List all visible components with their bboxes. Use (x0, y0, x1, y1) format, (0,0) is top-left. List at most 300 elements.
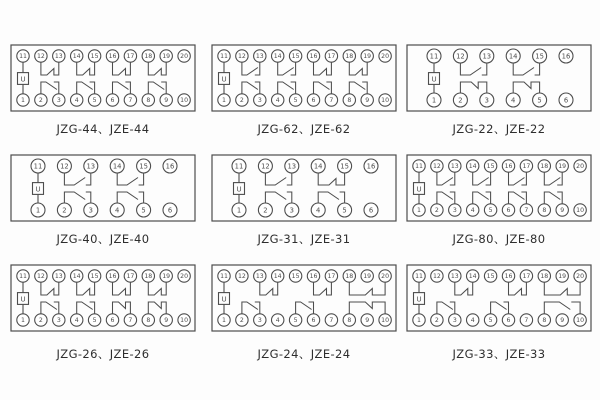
svg-text:6: 6 (110, 97, 115, 105)
terminal-5 (289, 94, 301, 106)
svg-text:U: U (20, 75, 26, 84)
terminal-18 (142, 50, 154, 62)
terminal-4 (71, 314, 83, 326)
svg-text:12: 12 (432, 163, 441, 171)
svg-text:1: 1 (236, 206, 242, 215)
terminal-2 (57, 203, 71, 217)
svg-text:19: 19 (363, 53, 372, 61)
terminal-1 (413, 314, 425, 326)
svg-text:13: 13 (54, 273, 63, 281)
diagram-label: JZG-80、JZE-80 (452, 232, 546, 246)
terminal-14 (311, 159, 325, 173)
svg-text:16: 16 (309, 53, 318, 61)
svg-text:19: 19 (363, 273, 372, 281)
terminal-9 (160, 314, 172, 326)
terminal-11 (413, 160, 425, 172)
terminal-18 (142, 270, 154, 282)
terminal-1 (427, 93, 441, 107)
svg-text:2: 2 (239, 97, 244, 105)
contact-18-20-NC (544, 282, 580, 295)
terminal-7 (325, 94, 337, 106)
diagram-label: JZG-24、JZE-24 (257, 347, 351, 361)
svg-text:1: 1 (417, 207, 421, 215)
terminal-14 (110, 159, 124, 173)
terminal-10 (178, 94, 190, 106)
svg-text:2: 2 (458, 96, 463, 105)
terminal-13 (84, 159, 98, 173)
terminal-11 (218, 270, 230, 282)
svg-text:6: 6 (563, 96, 569, 105)
relay-diagram-cell-jzg40 (8, 154, 198, 247)
relay-terminal-diagram (211, 44, 397, 112)
svg-text:14: 14 (313, 162, 323, 171)
contact-8-9-NO (544, 192, 562, 204)
svg-text:5: 5 (537, 96, 542, 105)
diagram-label: JZG-31、JZE-31 (257, 232, 351, 246)
svg-text:7: 7 (524, 207, 529, 215)
terminal-14 (467, 270, 479, 282)
contact-16-17-NC (113, 62, 131, 75)
svg-text:20: 20 (576, 163, 585, 171)
terminal-16 (307, 270, 319, 282)
terminal-1 (413, 204, 425, 216)
terminal-14 (506, 49, 520, 63)
svg-text:4: 4 (74, 317, 79, 325)
svg-text:1: 1 (35, 206, 41, 215)
terminal-15 (88, 50, 100, 62)
svg-text:12: 12 (36, 53, 45, 61)
svg-text:7: 7 (128, 317, 133, 325)
svg-text:5: 5 (293, 317, 298, 325)
svg-text:3: 3 (88, 206, 93, 215)
terminal-16 (307, 50, 319, 62)
contact-2-3-NO (41, 302, 59, 314)
terminal-12 (453, 49, 467, 63)
terminal-10 (379, 94, 391, 106)
terminal-1 (17, 314, 29, 326)
svg-text:17: 17 (126, 53, 135, 61)
terminal-5 (289, 314, 301, 326)
terminal-15 (289, 270, 301, 282)
svg-text:12: 12 (60, 162, 69, 171)
relay-terminal-diagram (10, 264, 196, 332)
terminal-16 (106, 50, 118, 62)
contact-2-3-NO (41, 82, 59, 94)
relay-diagram-cell-jzg26 (8, 264, 198, 362)
svg-text:1: 1 (417, 317, 421, 325)
terminal-8 (538, 204, 550, 216)
svg-text:10: 10 (576, 317, 585, 325)
svg-text:5: 5 (342, 206, 347, 215)
svg-text:U: U (20, 295, 26, 304)
terminal-15 (484, 160, 496, 172)
terminal-1 (232, 203, 246, 217)
terminal-8 (538, 314, 550, 326)
coil-u-box (414, 282, 425, 314)
terminal-3 (254, 314, 266, 326)
svg-text:U: U (236, 185, 242, 194)
terminal-13 (449, 160, 461, 172)
terminal-13 (449, 270, 461, 282)
terminal-13 (53, 50, 65, 62)
contact-16-17-NO (509, 172, 527, 185)
terminal-13 (480, 49, 494, 63)
terminal-12 (431, 270, 443, 282)
terminal-18 (343, 270, 355, 282)
svg-text:17: 17 (327, 53, 336, 61)
svg-text:7: 7 (128, 97, 133, 105)
contact-8-9-NC (148, 302, 166, 314)
contact-8-10-NO (544, 302, 580, 314)
relay-terminal-diagram (10, 44, 196, 112)
svg-text:12: 12 (237, 53, 246, 61)
contact-5-6-NO (296, 302, 314, 314)
contact-8-10-NC (349, 302, 385, 314)
svg-text:14: 14 (468, 273, 477, 281)
terminal-20 (178, 50, 190, 62)
svg-text:15: 15 (486, 163, 495, 171)
terminal-11 (31, 159, 45, 173)
terminal-17 (325, 270, 337, 282)
svg-text:12: 12 (456, 52, 465, 61)
terminal-2 (236, 94, 248, 106)
svg-text:3: 3 (257, 97, 262, 105)
terminal-15 (484, 270, 496, 282)
terminal-14 (71, 50, 83, 62)
svg-text:1: 1 (431, 96, 437, 105)
terminal-17 (124, 50, 136, 62)
svg-text:17: 17 (327, 273, 336, 281)
terminal-6 (502, 204, 514, 216)
svg-text:20: 20 (180, 273, 189, 281)
relay-diagram-cell-jzg24 (209, 264, 399, 362)
svg-text:20: 20 (180, 53, 189, 61)
svg-text:4: 4 (511, 96, 516, 105)
contact-2-3-NO (64, 192, 90, 203)
contact-12-13-NC (41, 282, 59, 295)
svg-text:10: 10 (180, 97, 189, 105)
terminal-3 (53, 314, 65, 326)
terminal-1 (17, 94, 29, 106)
svg-text:14: 14 (112, 162, 122, 171)
terminal-6 (307, 314, 319, 326)
svg-text:14: 14 (72, 273, 81, 281)
svg-text:2: 2 (434, 317, 439, 325)
svg-text:10: 10 (381, 97, 390, 105)
terminal-9 (556, 314, 568, 326)
svg-text:16: 16 (561, 52, 571, 61)
contact-16-17-NC (113, 282, 131, 295)
contact-8-9-NO (349, 82, 367, 94)
relay-terminal-diagram (211, 154, 397, 222)
terminal-15 (88, 270, 100, 282)
terminal-15 (289, 50, 301, 62)
terminal-19 (361, 50, 373, 62)
terminal-20 (379, 50, 391, 62)
svg-text:14: 14 (273, 273, 282, 281)
svg-text:4: 4 (470, 317, 475, 325)
contact-14-15-NO (513, 63, 539, 75)
terminal-17 (520, 270, 532, 282)
contact-14-15-NC (318, 173, 344, 185)
contact-2-3-NO (437, 302, 455, 314)
svg-text:15: 15 (340, 162, 349, 171)
terminal-16 (163, 159, 177, 173)
svg-text:19: 19 (162, 273, 171, 281)
terminal-4 (71, 94, 83, 106)
svg-text:19: 19 (558, 273, 567, 281)
relay-diagram-cell-jzg31 (209, 154, 399, 247)
relay-diagram-cell-jzg80 (404, 154, 594, 247)
terminal-8 (343, 314, 355, 326)
svg-text:2: 2 (434, 207, 439, 215)
terminal-12 (236, 50, 248, 62)
svg-text:5: 5 (141, 206, 146, 215)
relay-diagram-cell-jzg44 (8, 44, 198, 137)
svg-text:4: 4 (470, 207, 475, 215)
relay-terminal-diagram (406, 44, 592, 112)
contact-14-15-NO (278, 62, 296, 75)
svg-text:U: U (221, 75, 227, 84)
terminal-12 (57, 159, 71, 173)
contact-16-17-NC (509, 282, 527, 295)
svg-text:3: 3 (56, 317, 61, 325)
svg-text:9: 9 (560, 207, 565, 215)
svg-text:3: 3 (452, 317, 457, 325)
terminal-9 (160, 94, 172, 106)
contact-16-17-NC (314, 62, 332, 75)
terminal-3 (449, 204, 461, 216)
svg-text:14: 14 (72, 53, 81, 61)
svg-text:2: 2 (38, 97, 43, 105)
terminal-3 (254, 94, 266, 106)
svg-text:15: 15 (90, 273, 99, 281)
contact-6-7-NO (509, 192, 527, 204)
terminal-8 (142, 94, 154, 106)
svg-text:15: 15 (90, 53, 99, 61)
svg-text:14: 14 (508, 52, 518, 61)
svg-text:U: U (35, 185, 41, 194)
terminal-15 (533, 49, 547, 63)
svg-text:10: 10 (180, 317, 189, 325)
contact-14-15-NO (117, 173, 143, 185)
terminal-4 (110, 203, 124, 217)
terminal-3 (84, 203, 98, 217)
svg-text:4: 4 (316, 206, 321, 215)
contact-12-13-NO (437, 172, 455, 185)
svg-text:13: 13 (482, 52, 492, 61)
svg-text:15: 15 (139, 162, 148, 171)
svg-text:2: 2 (62, 206, 67, 215)
coil-u-box (18, 282, 29, 314)
terminal-11 (232, 159, 246, 173)
terminal-19 (556, 270, 568, 282)
terminal-17 (520, 160, 532, 172)
terminal-16 (502, 160, 514, 172)
contact-2-3-NO (242, 82, 260, 94)
svg-text:5: 5 (92, 97, 97, 105)
diagram-label: JZG-33、JZE-33 (452, 347, 546, 361)
coil-u-box (33, 173, 44, 203)
svg-text:8: 8 (347, 97, 352, 105)
svg-text:9: 9 (560, 317, 565, 325)
terminal-5 (137, 203, 151, 217)
svg-text:6: 6 (110, 317, 115, 325)
terminal-16 (502, 270, 514, 282)
terminal-1 (218, 314, 230, 326)
svg-text:5: 5 (92, 317, 97, 325)
terminal-10 (379, 314, 391, 326)
terminal-4 (467, 204, 479, 216)
terminal-4 (467, 314, 479, 326)
svg-text:18: 18 (345, 273, 354, 281)
terminal-14 (467, 160, 479, 172)
terminal-10 (178, 314, 190, 326)
contact-18-19-NC (148, 282, 166, 295)
svg-text:U: U (431, 75, 437, 84)
svg-text:13: 13 (450, 273, 459, 281)
svg-text:4: 4 (275, 317, 280, 325)
terminal-1 (31, 203, 45, 217)
terminal-6 (364, 203, 378, 217)
contact-4-5-NO (473, 192, 491, 204)
terminal-6 (163, 203, 177, 217)
terminal-6 (502, 314, 514, 326)
terminal-8 (142, 314, 154, 326)
svg-text:19: 19 (162, 53, 171, 61)
contact-12-13-NO (265, 173, 291, 185)
terminal-6 (559, 93, 573, 107)
terminal-7 (124, 94, 136, 106)
svg-text:3: 3 (289, 206, 294, 215)
terminal-16 (559, 49, 573, 63)
terminal-15 (338, 159, 352, 173)
terminal-12 (236, 270, 248, 282)
svg-text:3: 3 (452, 207, 457, 215)
terminal-18 (538, 160, 550, 172)
relay-diagram-cell-jzg22 (404, 44, 594, 137)
terminal-11 (218, 50, 230, 62)
terminal-13 (53, 270, 65, 282)
terminal-2 (431, 314, 443, 326)
svg-text:13: 13 (255, 53, 264, 61)
svg-text:11: 11 (429, 52, 439, 61)
terminal-16 (106, 270, 118, 282)
svg-text:12: 12 (237, 273, 246, 281)
svg-text:9: 9 (365, 317, 370, 325)
coil-u-box (429, 63, 440, 93)
contact-2-3-NO (242, 302, 260, 314)
contact-12-13-NC (41, 62, 59, 75)
svg-text:11: 11 (415, 163, 423, 171)
terminal-10 (574, 314, 586, 326)
terminal-4 (506, 93, 520, 107)
terminal-5 (533, 93, 547, 107)
svg-text:16: 16 (504, 163, 513, 171)
terminal-20 (574, 160, 586, 172)
terminal-1 (218, 94, 230, 106)
terminal-11 (427, 49, 441, 63)
contact-2-3-NO (265, 192, 291, 203)
svg-text:15: 15 (291, 273, 300, 281)
svg-text:12: 12 (261, 162, 270, 171)
svg-text:13: 13 (450, 163, 459, 171)
terminal-14 (272, 50, 284, 62)
contact-2-3-NO (437, 192, 455, 204)
terminal-19 (556, 160, 568, 172)
terminal-12 (35, 270, 47, 282)
terminal-20 (379, 270, 391, 282)
contact-6-7-NC (113, 302, 131, 314)
contact-4-5-NO (77, 302, 95, 314)
contact-6-7-NO (113, 82, 131, 94)
terminal-7 (520, 314, 532, 326)
svg-text:20: 20 (576, 273, 585, 281)
terminal-2 (453, 93, 467, 107)
terminal-2 (35, 314, 47, 326)
terminal-20 (178, 270, 190, 282)
terminal-3 (53, 94, 65, 106)
contact-4-5-NO (318, 192, 344, 203)
svg-text:18: 18 (345, 53, 354, 61)
diagram-label: JZG-26、JZE-26 (56, 347, 150, 361)
terminal-17 (124, 270, 136, 282)
svg-text:16: 16 (366, 162, 376, 171)
svg-text:11: 11 (33, 162, 43, 171)
svg-text:2: 2 (38, 317, 43, 325)
terminal-20 (574, 270, 586, 282)
svg-text:17: 17 (522, 163, 531, 171)
svg-text:18: 18 (540, 163, 549, 171)
svg-text:6: 6 (368, 206, 374, 215)
terminal-12 (258, 159, 272, 173)
svg-text:19: 19 (558, 163, 567, 171)
svg-text:7: 7 (329, 317, 334, 325)
terminal-5 (338, 203, 352, 217)
svg-text:8: 8 (146, 97, 151, 105)
terminal-5 (88, 94, 100, 106)
contact-14-15-NC (77, 62, 95, 75)
contact-12-13-NO (64, 173, 90, 185)
svg-text:5: 5 (488, 207, 493, 215)
terminal-7 (520, 204, 532, 216)
svg-text:11: 11 (220, 273, 228, 281)
svg-text:U: U (221, 295, 227, 304)
terminal-19 (361, 270, 373, 282)
terminal-11 (17, 50, 29, 62)
contact-18-19-NO (544, 172, 562, 185)
terminal-7 (325, 314, 337, 326)
svg-text:4: 4 (275, 97, 280, 105)
svg-text:13: 13 (86, 162, 96, 171)
terminal-5 (88, 314, 100, 326)
terminal-11 (17, 270, 29, 282)
svg-text:13: 13 (54, 53, 63, 61)
terminal-14 (71, 270, 83, 282)
svg-text:17: 17 (126, 273, 135, 281)
relay-terminal-diagram (406, 264, 592, 332)
terminal-13 (254, 270, 266, 282)
terminal-6 (106, 314, 118, 326)
terminal-10 (574, 204, 586, 216)
svg-text:3: 3 (484, 96, 489, 105)
svg-text:14: 14 (273, 53, 282, 61)
diagram-label: JZG-22、JZE-22 (452, 122, 546, 136)
diagram-label: JZG-44、JZE-44 (56, 122, 150, 136)
svg-text:4: 4 (115, 206, 120, 215)
svg-text:17: 17 (522, 273, 531, 281)
coil-u-box (414, 172, 425, 204)
